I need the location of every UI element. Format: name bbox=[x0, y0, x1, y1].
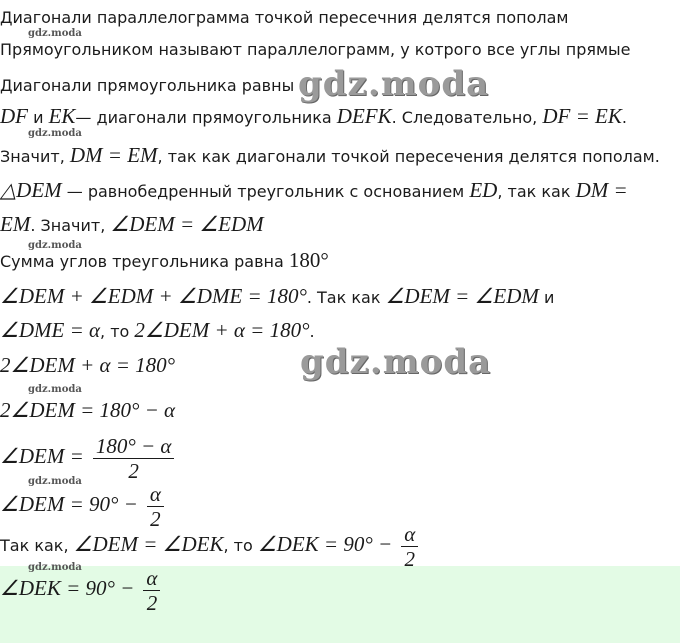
formula-15: Так как, ∠DEM = ∠DEK, то ∠DEK = 90° − $\frac{\alpha}{2}$ bbox=[0, 524, 422, 569]
formula-14: ∠DEM = 90° − $\frac{\alpha}{2}$ bbox=[0, 484, 168, 529]
fraction: $\frac{\alpha}{2}$ bbox=[143, 568, 160, 613]
answer-formula: ∠DEK = 90° − $\frac{\alpha}{2}$ bbox=[0, 568, 164, 613]
text-line-3: Диагонали прямоугольника равны bbox=[0, 76, 295, 95]
text-line-6: △DEM — равнобедренный треугольник с основанием ED, так как DM = bbox=[0, 178, 628, 202]
watermark-small: gdz.moda bbox=[28, 476, 82, 487]
text-line-11: 2∠DEM + α = 180° bbox=[0, 353, 176, 377]
watermark-large: gdz.moda bbox=[298, 64, 490, 104]
fraction: $\frac{\alpha}{2}$ bbox=[401, 524, 418, 569]
text-line-1: Диагонали параллелограмма точкой пересечния делятся пополам bbox=[0, 8, 569, 27]
text-line-2: Прямоугольником называют параллелограмм, у котрого все углы прямые bbox=[0, 40, 631, 59]
text-line-5: Значит, DM = EM, так как диагонали точкой пересечения делятся пополам. bbox=[0, 143, 660, 167]
text-line-8: Сумма углов треугольника равна 180° bbox=[0, 248, 329, 272]
text-line-7: EM. Значит, ∠DEM = ∠EDM bbox=[0, 212, 264, 236]
watermark-small: gdz.moda bbox=[28, 562, 82, 573]
text-line-12: 2∠DEM = 180° − α bbox=[0, 398, 176, 422]
text-line-10: ∠DME = α, то 2∠DEM + α = 180°. bbox=[0, 318, 315, 342]
fraction: $\frac{180^\circ - \alpha}{2}$ bbox=[93, 436, 175, 481]
watermark-small: gdz.moda bbox=[28, 384, 82, 395]
text-line-9: ∠DEM + ∠EDM + ∠DME = 180°. Так как ∠DEM = ∠EDM и bbox=[0, 284, 555, 308]
formula-13: ∠DEM = $\frac{180^\circ - \alpha}{2}$ bbox=[0, 436, 178, 481]
fraction: $\frac{\alpha}{2}$ bbox=[147, 484, 164, 529]
watermark-large: gdz.moda bbox=[300, 342, 492, 382]
text-line-4: DF и EK— диагонали прямоугольника DEFK. Следовательно, DF = EK. bbox=[0, 104, 627, 128]
watermark-small: gdz.moda bbox=[28, 128, 82, 139]
watermark-small: gdz.moda bbox=[28, 240, 82, 251]
watermark-small: gdz.moda bbox=[28, 28, 82, 39]
